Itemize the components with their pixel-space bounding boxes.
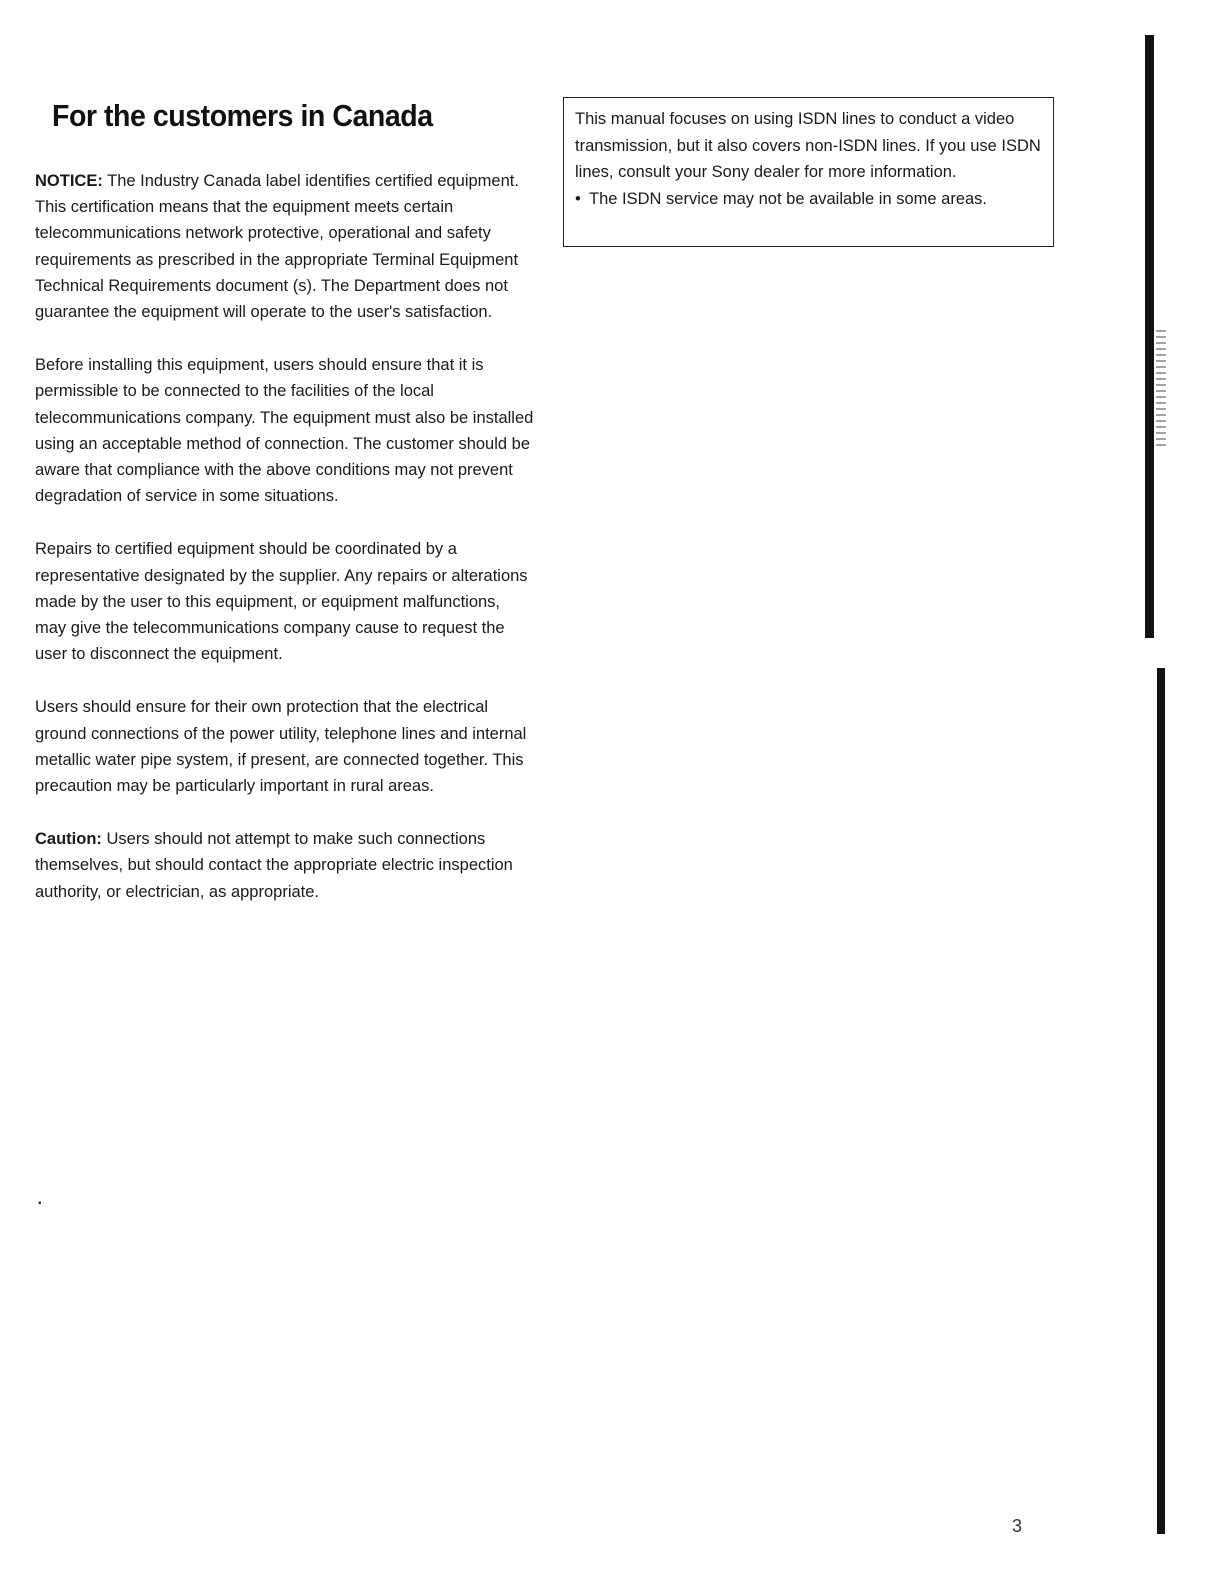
scan-speck: ▪ xyxy=(38,1198,42,1209)
page-edge-bar-bottom xyxy=(1157,668,1165,1534)
isdn-note-text: This manual focuses on using ISDN lines to conduct a video transmission, but it also covers non-ISDN lines. If you use ISDN lines, consult your Sony dealer for more information. xyxy=(575,110,1041,181)
isdn-note-bullet-text: The ISDN service may not be available in some areas. xyxy=(589,189,988,208)
installation-paragraph: Before installing this equipment, users should ensure that it is permissible to be connected to the facilities of the local telecommunications company. The equipment must also be installed using an acceptable method of connection. The customer should be aware that compliance with the above conditions may not prevent degradation of service in some situations. xyxy=(35,356,534,506)
isdn-note-box xyxy=(563,97,1054,247)
isdn-note-bullet xyxy=(575,186,1043,213)
notice-label: NOTICE: xyxy=(35,172,103,190)
caution-paragraph xyxy=(35,826,535,905)
page-title: For the customers in Canada xyxy=(52,98,433,133)
repairs-paragraph: Repairs to certified equipment should be coordinated by a representative designated by the supplier. Any repairs or alterations made by the user to this equipment, or equipment malfunctions, may give the telecommunications company cause to request the user to disconnect the equipment. xyxy=(35,540,528,664)
page-edge-marks xyxy=(1156,330,1166,450)
notice-paragraph xyxy=(35,168,535,325)
page-number: 3 xyxy=(1012,1516,1023,1536)
grounding-paragraph: Users should ensure for their own protection that the electrical ground connections of the power utility, telephone lines and internal metallic water pipe system, if present, are connected together. This precaution may be particularly important in rural areas. xyxy=(35,698,527,796)
bullet-icon: • xyxy=(575,189,581,208)
caution-label: Caution: xyxy=(35,830,102,849)
notice-text: The Industry Canada label identifies certified equipment. This certification means that the equipment meets certain telecommunications network protective, operational and safety requirements as prescribed in the appropriate Terminal Equipment Technical Requirements document (s). The Department does not guarantee the equipment will operate to the user's satisfaction. xyxy=(35,172,519,322)
canada-notice-section xyxy=(35,168,535,932)
page-edge-bar-top xyxy=(1145,35,1154,638)
caution-text: Users should not attempt to make such connections themselves, but should contact the appropriate electric inspection authority, or electrician, as appropriate. xyxy=(35,830,513,901)
